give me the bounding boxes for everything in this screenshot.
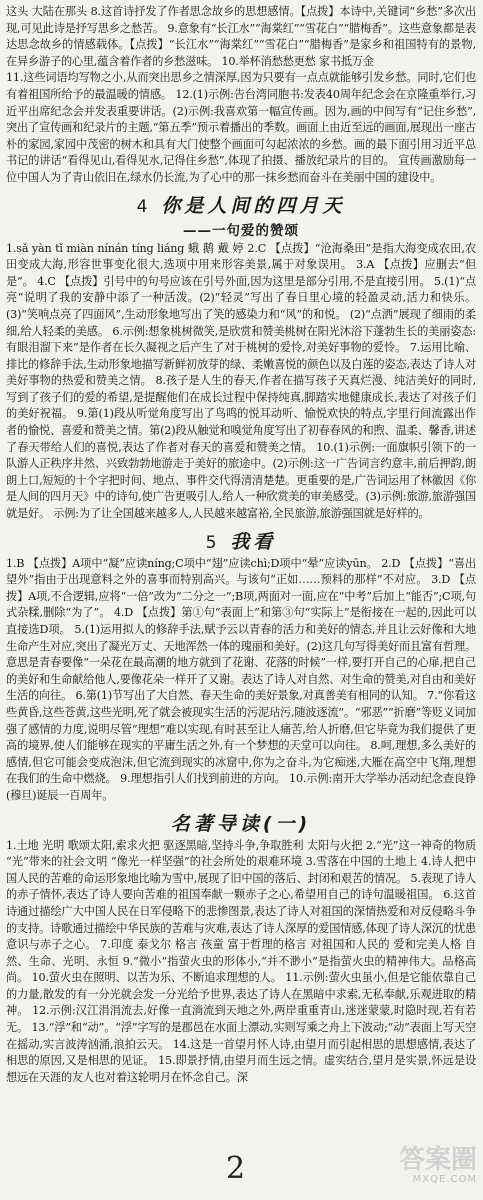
section-5-header (6, 527, 476, 554)
section-6-header (6, 809, 476, 836)
section-4-number: 4 (136, 196, 152, 217)
paragraph: 1.土地 光明 歌颂太阳,索求火把 驱逐黑暗,坚持斗争,争取胜利 太阳与火把 2.“光”这一神奇的物质 “光”带来的社会文明 “像光一样坚强”的社会所处的艰难环境 3.雪落在中国的土地上 4.诗人把中国人民的苦难的命运形象地比喻为雪中,展现了旧中国的落后、封闭和艰苦的情况。 5.表现了诗人的赤子情怀,表达了诗人要向苦难的祖国奉献一颗赤子之心,希望用自己的诗句温暖祖国。 6.这首诗通过描绘广大中国人民在日军侵略下的悲惨图景,表达了诗人对祖国的深情热爱和对反侵略斗争的支持。诗歌通过描绘中华民族的苦难与灾难,表达了诗人深厚的爱国情感,体现了诗人深沉的忧患意识与赤子之心。 7.印度 泰戈尔 格言 孩童 富于哲理的格言 对祖国和人民的 爱和完美人格 自然、生命、光明、永恒 9.“微小”指萤火虫的形体小,“并不渺小”是指萤火虫的精神伟大。品格高尚。 10.萤火虫在照明、以苦为乐、不断追求理想的人。 11.示例:萤火虫虽小,但是它能依靠自己的力量,散发的有一分光就会发一分光给予世界,表达了诗人在黑暗中求索,无私奉献,乐观进取的精神。 12.示例:汉江涓涓流去,好像一直淌流到天地之外,两岸重重青山,迷迷蒙蒙,时隐时现,若有若无。 13.“浮”和“动”。“浮”字写的是郡邑在水面上漂动,实则写乘之舟上下波动;“动”表面上写天空在摇动,实言波涛汹涌,浪拍云天。 14.这是一首望月怀人诗,由望月而引起相思的思想感情,表达了相思的原因,又是相思的见证。 15.即景抒情,由望月而生远之情。虚实结合,望月是实景,怀远是设想远在天涯的友人也对着这轮明月在怀念自己。深 (6, 838, 476, 1084)
section-4-header (6, 191, 476, 239)
watermark-mark: 答案圈 (399, 1145, 478, 1175)
page-number: 2 (226, 1151, 246, 1186)
watermark-url: MXQE.COM (412, 1174, 477, 1185)
watermark-logo (399, 1146, 477, 1194)
section-5-title-text: 我看 (230, 530, 277, 553)
section-5-number: 5 (205, 532, 221, 553)
paragraph: 1.sǎ yàn tǐ miàn nínán tíng liáng 蛾 鹅 戴 婷 2.C 【点拨】“沧海桑田”是指大海变成农田,农田变成大海,形容世事变化很大,选项中用来形容美景,属于对象误用。 3.A 【点拨】应删去“但是”。 4.C 【点拨】引号中的句号应该在引号外面,因为这里是部分引用,不是直接引用。 5.(1)“点亮”说明了我的安静中添了一种活泼。(2)“轻灵”写出了春日里心境的轻盈灵动,活力和快乐。(3)“笑响点亮了四面风”,生动形象地写出了笑的感染力和“风”的和悦。 (2)“点洒”展现了细雨的柔细,给人轻柔的美感。 6.示例:想象桃树微笑,是欣赏和赞美桃树在阳光沐浴下蓬勃生长的美丽姿态:有眼泪溜下来”是作者在长久凝视之后产生了对于桃树的爱怜,对美好事物的爱怜。 7.运用比喻、排比的修辞手法,生动形象地描写新鲜初放芽的绿、柔嫩喜悦的颜色以及白莲的姿态,表达了诗人对美好事物的热爱和赞美之情。 8.孩子是人生的春天,作者在描写孩子天真烂漫、纯洁美好的同时,写到了孩子们的爱的希望,是提醒他们在成长过程中保持纯真,脚踏实地健康成长,表达了对孩子们的美好祝福。 9.第(1)段从听觉角度写出了鸟鸣的悦耳动听、愉悦欢快的特点,字里行间流露出作者的愉悦、喜爱和赞美之情。第(2)段从触觉和嗅觉角度写出了初春春风的和煦、温柔、馨香,讲述了春天带给人们的喜悦,表达了作者对春天的喜爱和赞美之情。 10.(1)示例:一面旗帜引领下的一队游人正秩序井然、兴致勃勃地游走于美好的旅途中。(2)示例:这一广告词言约意丰,前后押韵,朗朗上口,短短的十个字把时间、地点、事件交代得清清楚楚。更重要的是,广告词运用了林徽因《你是人间的四月天》中的诗句,使广告更吸引人,给人一种欣赏美的审美感受。(3)示例:旅游,旅游强国就是好。 示例:为了让全国越来越多人,人民越来越富裕,全民旅游,旅游强国就是好样的。 (6, 241, 476, 521)
answer-page (6, 4, 476, 1086)
paragraph: 11.这些词语均写物之小,从而突出思乡之情深厚,因为只要有一点点就能够引发乡愁。同时,它们也有着祖国所给予的最温暖的情感。 12.(1)示例:告台湾同胞书:发表40周年纪念会在京隆重举行,习近平出席纪念会并发表重要讲话。(2)示例:我喜欢第一幅宣传画。因为,画的中间写有“记住乡愁”,突出了宣传画和纪录片的主题,“第五季”预示着播出的季数。画面上由近至远的画面,展现出一座古朴的家园,家园中茂密的树木和具有大门使整个画面可勾起浓浓的乡愁。画的最下面引用习近平总书记的讲话“看得见山,看得见水,记得住乡愁”,体现了拍摄、播放纪录片的目的。 宣传画激励每一位中国人为了青山依旧在,绿水仍长流,为了心中的那一抹乡愁而奋斗在美丽中国的建设中。 (6, 71, 476, 184)
paragraph: 这头 大陆在那头 8.这首诗抒发了作者思念故乡的思想感情。【点拨】本诗中,关键词“乡愁”多次出现,可见此诗是抒写思乡之愁苦。 9.意象有“长江水”“海棠红”“雪花白”“腊梅香”。这些意象都是表达思念故乡的情感载体。【点拨】“长江水”“海棠红”“雪花白”“腊梅香”是家乡和祖国特有的景物,在异乡游子的心里,蕴含着作者的乡愁滋味。 10.举杯消愁愁更愁 家书抵万金 (6, 5, 476, 68)
section-4-title (6, 191, 476, 218)
section-5-title (6, 527, 476, 554)
section-4-title-text: 你是人间的四月天 (161, 194, 346, 217)
section-6-title: 名著导读(一) (170, 812, 312, 835)
section-4-subtitle: ——一句爱的赞颂 (183, 222, 299, 239)
paragraph: 1.B 【点拨】A项中“凝”应读níng;C项中“翅”应读chì;D项中“晕”应读yūn。 2.D 【点拨】“喜出望外”指由于出现意料之外的喜事而特别高兴。与该句“正如……预料的那样”不对应。 3.D 【点拨】A项,不合逻辑,应将“一倍”改为“二分之一”;B项,两面对一面,应在“中考”后加上“能否”;C项,句式杂糅,删除“为了”。 4.D 【点拨】第①句“表面上”和第③句“实际上”是衔接在一起的,因此可以直接选D项。 5.(1)运用拟人的修辞手法,赋予云以青春的活力和美好的情态,并且让云好像和大地生命产生对应,突出了凝光万丈、天地浑然一体的瑰丽和美好。(2)这几句写得美好而且富有哲理。意思是青春要像“一朵花在最高潮的地方就到了花谢、花落的时候”一样,要打开自己的心扉,把自己的美好和生命献给他人,要像花朵一样开了又谢。表达了诗人对自然、对生命的赞美,对自由和美好生活的向往。 6.第(1)节写出了大自然、春天生命的美好景象,对真善美有相同的认知。 7.“你看这些黄昏,这些苍黄,这些光明,死了就会被现实生活的污泥玷污,随波逐流”。“邪恶”“折磨”等贬义词加强了感情的力度,说明尽管“理想”难以实现,有时甚至让人痛苦,给人折磨,但它毕竟为我们提供了更高的境界,使人们能够在现实的平庸生活之外,有一个梦想的天堂可以向往。 8.呵,理想,多么美好的感情,但它可能会变成泡沫,但它流到现实的冰窟中,你为之奋斗,为它痴迷,大雁在高空中飞翔,理想在我们的生命中燃烧。 9.理想指引人们找到前进的方向。 10.示例:南开大学举办活动纪念查良铮(穆旦)诞辰一百周年。 (6, 556, 476, 802)
